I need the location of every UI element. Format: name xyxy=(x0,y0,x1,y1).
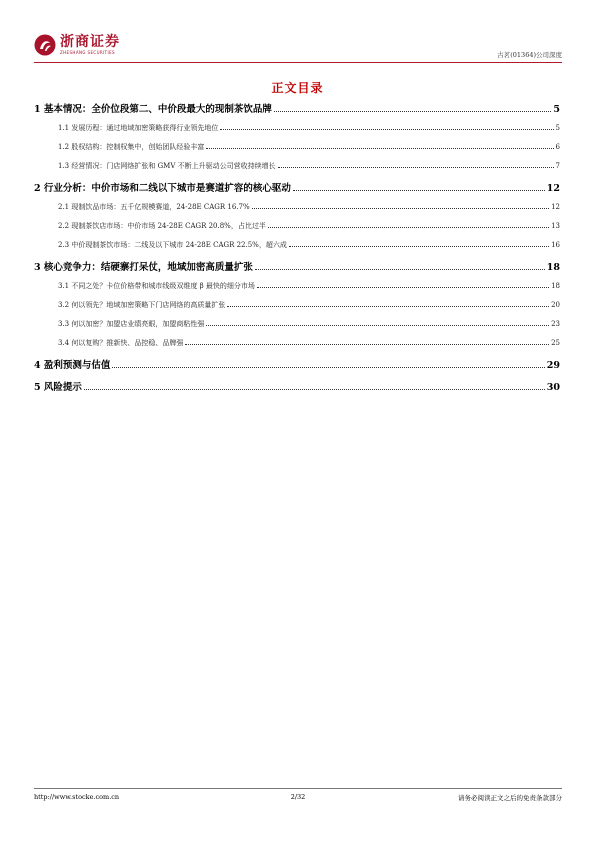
toc-entry-section[interactable] xyxy=(34,338,560,357)
page-number: 2/32 xyxy=(290,793,306,801)
toc-entry-chapter[interactable] xyxy=(34,357,560,379)
toc-entry-section[interactable] xyxy=(34,202,560,221)
toc-entry-page[interactable]: 5 xyxy=(553,104,560,115)
toc-leader-dots xyxy=(293,190,545,191)
toc-leader-dots xyxy=(220,129,553,130)
footer-url-link[interactable]: http://www.stocke.com.cn xyxy=(34,793,120,801)
toc-entry-chapter[interactable] xyxy=(34,101,560,123)
toc-entry-section[interactable] xyxy=(34,123,560,142)
toc-leader-dots xyxy=(268,227,549,228)
toc-leader-dots xyxy=(112,367,544,368)
toc-leader-dots xyxy=(206,148,553,149)
toc-entry-section[interactable] xyxy=(34,300,560,319)
toc-entry-page[interactable]: 23 xyxy=(551,320,560,328)
toc-entry-page[interactable]: 25 xyxy=(551,339,560,347)
toc-leader-dots xyxy=(227,306,549,307)
toc-entry-page[interactable]: 6 xyxy=(555,143,560,151)
toc-entry-label[interactable]: 5 风险提示 xyxy=(34,382,82,393)
toc-entry-label[interactable]: 3 核心竞争力：结硬寨打呆仗，地域加密高质量扩张 xyxy=(34,262,253,273)
toc-entry-chapter[interactable] xyxy=(34,379,560,401)
toc-leader-dots xyxy=(274,111,551,112)
toc-entry-label[interactable]: 1.2 股权结构：控制权集中，创始团队经验丰富 xyxy=(58,143,205,151)
toc-entry-section[interactable] xyxy=(34,142,560,161)
toc-entry-page[interactable]: 20 xyxy=(551,301,560,309)
toc-entry-label[interactable]: 1.1 发展历程：通过地域加密策略获得行业领先地位 xyxy=(58,124,219,132)
toc-entry-label[interactable]: 1.3 经营情况：门店网络扩张和 GMV 不断上升驱动公司营收持续增长 xyxy=(58,162,276,170)
toc-leader-dots xyxy=(185,344,549,345)
toc-title: 正文目录 xyxy=(271,81,324,95)
toc-entry-chapter[interactable] xyxy=(34,259,560,281)
toc-entry-page[interactable]: 18 xyxy=(546,262,560,273)
table-of-contents xyxy=(34,101,560,401)
toc-entry-section[interactable] xyxy=(34,240,560,259)
company-logo xyxy=(34,34,120,56)
toc-entry-page[interactable]: 13 xyxy=(551,222,560,230)
toc-entry-label[interactable]: 3.1 不同之处？卡位价格带和城市线级双维度 β 最快的细分市场 xyxy=(58,282,255,290)
footer-disclaimer: 请务必阅读正文之后的免责条款部分 xyxy=(458,794,562,802)
toc-leader-dots xyxy=(84,389,545,390)
header-divider xyxy=(34,62,562,63)
footer-divider xyxy=(34,788,562,789)
toc-entry-label[interactable]: 2.1 现制饮品市场：五千亿规模赛道，24-28E CAGR 16.7% xyxy=(58,203,250,211)
page-footer xyxy=(34,788,562,803)
toc-entry-section[interactable] xyxy=(34,281,560,300)
toc-entry-page[interactable]: 18 xyxy=(551,282,560,290)
toc-entry-section[interactable] xyxy=(34,221,560,240)
toc-leader-dots xyxy=(278,167,554,168)
toc-entry-page[interactable]: 5 xyxy=(555,124,560,132)
toc-leader-dots xyxy=(206,325,549,326)
toc-entry-page[interactable]: 12 xyxy=(551,203,560,211)
logo-icon xyxy=(34,34,56,56)
toc-entry-page[interactable]: 12 xyxy=(546,183,560,194)
logo-en-text: ZHESHANG SECURITIES xyxy=(60,50,115,55)
toc-entry-label[interactable]: 2.2 现制茶饮店市场：中价市场 24-28E CAGR 20.8%，占比过半 xyxy=(58,222,266,230)
report-tag: 古茗(01364)公司深度 xyxy=(497,51,562,59)
toc-entry-page[interactable]: 7 xyxy=(555,162,560,170)
toc-entry-label[interactable]: 1 基本情况：全价位段第二、中价段最大的现制茶饮品牌 xyxy=(34,104,272,115)
toc-entry-page[interactable]: 30 xyxy=(546,382,560,393)
toc-entry-page[interactable]: 29 xyxy=(546,360,560,371)
toc-leader-dots xyxy=(255,269,545,270)
page-header xyxy=(34,34,562,66)
toc-entry-label[interactable]: 2.3 中价现制茶饮市场：二线及以下城市 24-28E CAGR 22.5%，超六成 xyxy=(58,241,287,249)
toc-leader-dots xyxy=(257,287,549,288)
toc-entry-page[interactable]: 16 xyxy=(551,241,560,249)
logo-cn-text: 浙商证券 xyxy=(60,34,120,50)
toc-entry-label[interactable]: 4 盈利预测与估值 xyxy=(34,360,111,371)
toc-entry-chapter[interactable] xyxy=(34,180,560,202)
toc-entry-section[interactable] xyxy=(34,319,560,338)
toc-entry-label[interactable]: 2 行业分析：中价市场和二线以下城市是赛道扩容的核心驱动 xyxy=(34,183,291,194)
toc-leader-dots xyxy=(252,208,549,209)
toc-entry-section[interactable] xyxy=(34,161,560,180)
toc-entry-label[interactable]: 3.2 何以领先？地域加密策略下门店网络的高质量扩张 xyxy=(58,301,226,309)
toc-entry-label[interactable]: 3.3 何以加密？加盟店业绩亮眼，加盟商粘性强 xyxy=(58,320,205,328)
toc-entry-label[interactable]: 3.4 何以复购？推新快、品控稳、品牌强 xyxy=(58,339,184,347)
toc-leader-dots xyxy=(289,246,549,247)
